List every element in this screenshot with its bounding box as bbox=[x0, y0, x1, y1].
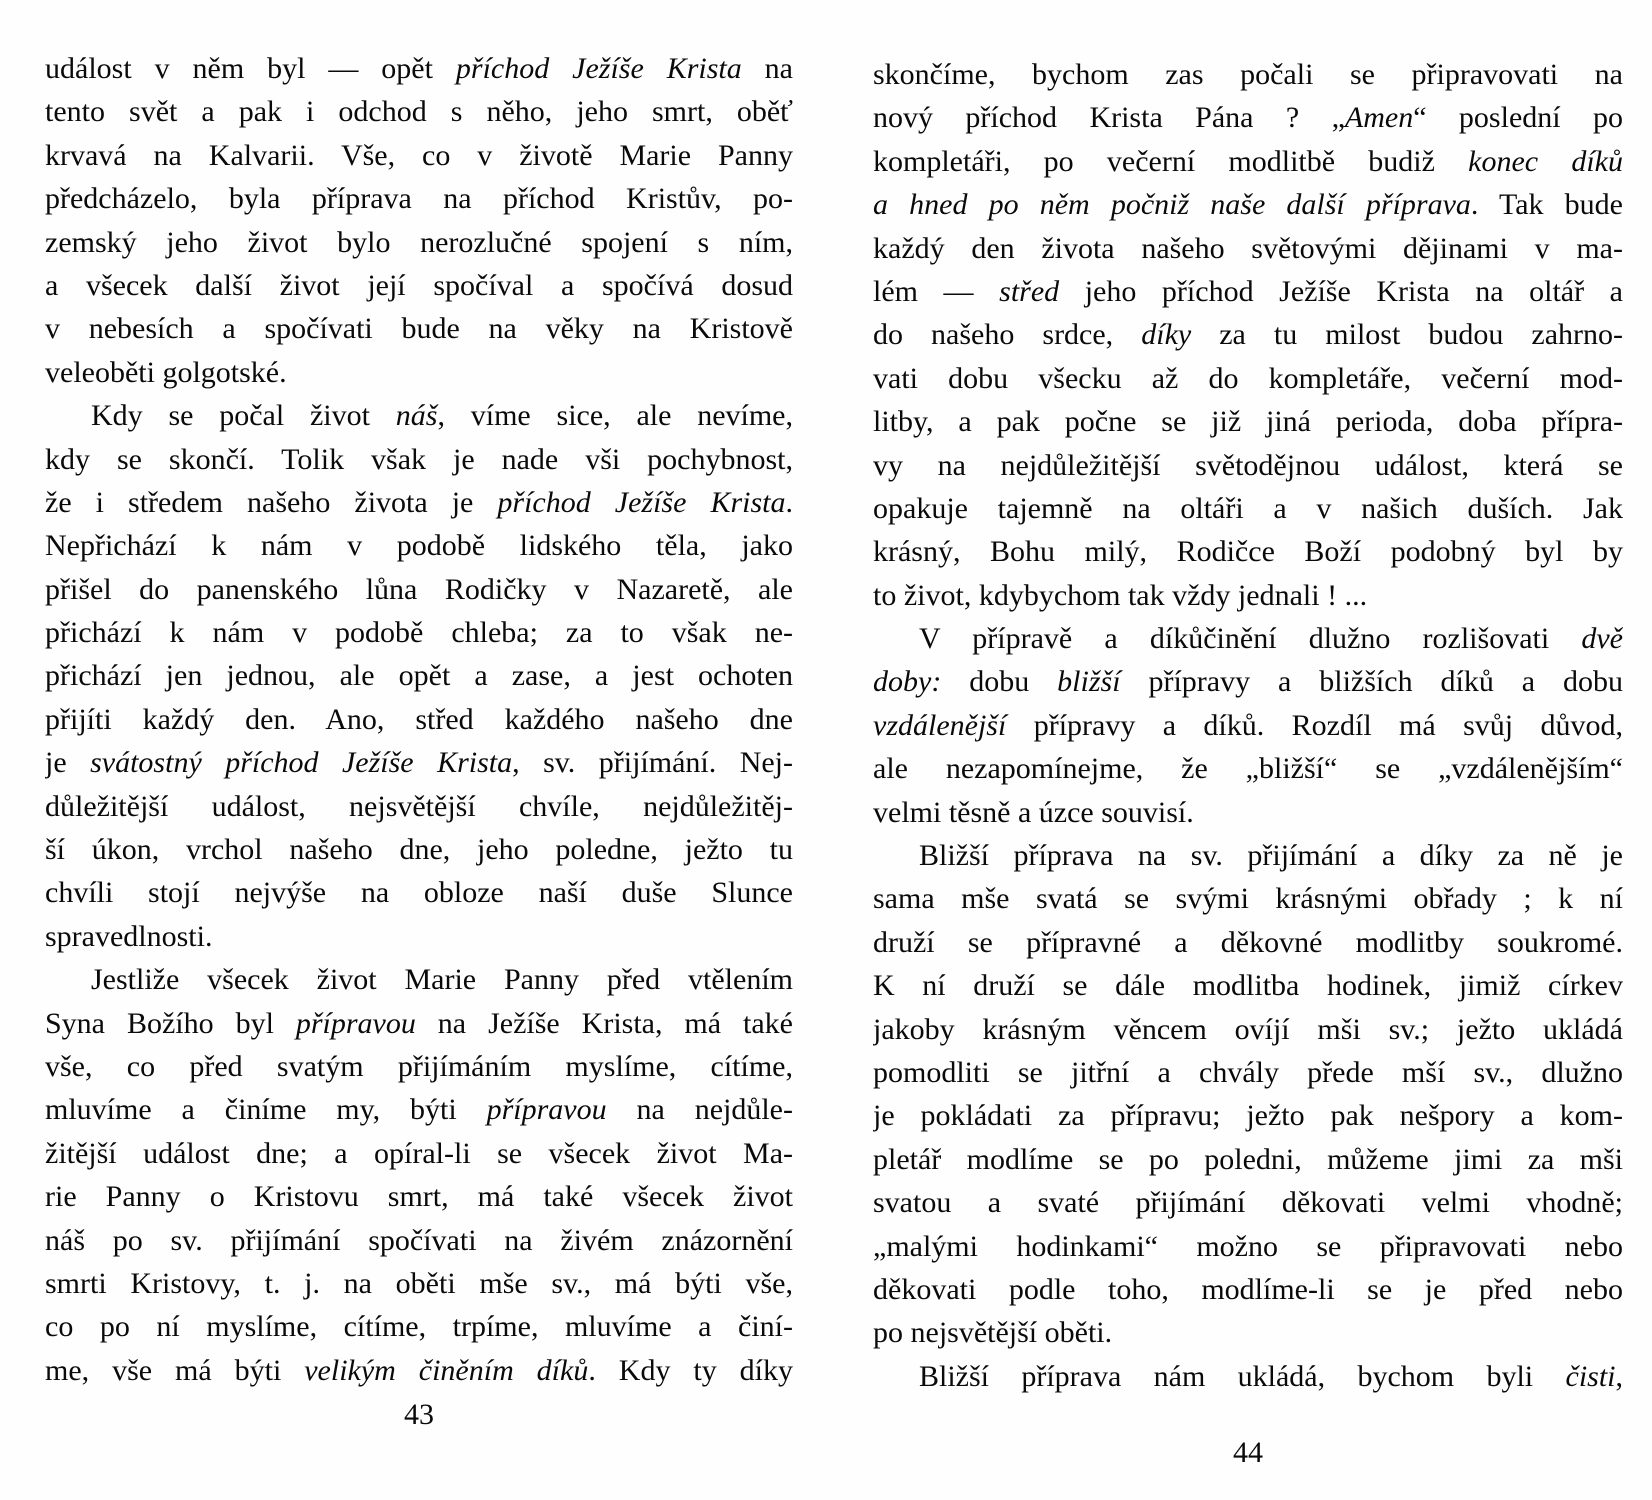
text-line bbox=[45, 177, 793, 220]
text-segment: mluvíme a činíme my, býti bbox=[45, 1093, 487, 1127]
text-segment: za tu milost budou zahrno- bbox=[1191, 318, 1623, 352]
text-block bbox=[873, 53, 1623, 1398]
text-segment: každý den života našeho světovými dějinami v ma- bbox=[873, 231, 1623, 265]
text-segment: smrti Kristovy, t. j. na oběti mše sv., má býti vše, bbox=[45, 1266, 793, 1300]
text-segment: veleoběti golgotské. bbox=[45, 355, 287, 389]
text-line bbox=[873, 617, 1623, 660]
text-segment: jeho příchod Ježíše Krista na oltář a bbox=[1059, 274, 1623, 308]
text-line bbox=[45, 1305, 793, 1348]
text-segment: chvíli stojí nejvýše na obloze naší duše Slunce bbox=[45, 876, 793, 910]
italic-text-segment: příchod Ježíše Krista bbox=[497, 485, 786, 519]
text-segment: přichází jen jednou, ale opět a zase, a jest ochoten bbox=[45, 659, 793, 693]
text-line bbox=[45, 307, 793, 350]
text-segment: opakuje tajemně na oltáři a v našich duších. Jak bbox=[873, 491, 1623, 525]
text-line bbox=[45, 1349, 793, 1392]
text-line bbox=[45, 481, 793, 524]
text-line bbox=[45, 1219, 793, 1262]
text-line bbox=[873, 574, 1623, 617]
text-segment: “ poslední po bbox=[1413, 101, 1623, 135]
text-segment: žitější událost dne; a opíral-li se všecek život Ma- bbox=[45, 1136, 793, 1170]
italic-text-segment: díky bbox=[1141, 318, 1192, 352]
text-segment: na bbox=[741, 52, 793, 85]
text-line bbox=[45, 351, 793, 394]
text-segment: náš po sv. přijímání spočívati na živém znázornění bbox=[45, 1223, 793, 1257]
text-segment: přichází k nám v podobě chleba; za to však ne- bbox=[45, 616, 793, 650]
italic-text-segment: přípravou bbox=[295, 1006, 416, 1040]
italic-text-segment: bližší bbox=[1057, 665, 1121, 699]
text-line bbox=[45, 1132, 793, 1175]
text-segment: co po ní myslíme, cítíme, trpíme, mluvíme a činí- bbox=[45, 1310, 793, 1344]
text-segment: děkovati podle toho, modlíme-li se je před nebo bbox=[873, 1272, 1623, 1306]
text-line bbox=[873, 1094, 1623, 1137]
text-segment: nový příchod Krista Pána ? „ bbox=[873, 101, 1345, 135]
text-segment: předcházelo, byla příprava na příchod Kristův, po- bbox=[45, 182, 793, 216]
text-line bbox=[873, 1181, 1623, 1224]
text-line bbox=[45, 568, 793, 611]
text-segment: „malými hodinkami“ možno se připravovati nebo bbox=[873, 1229, 1623, 1263]
text-segment: krásný, Bohu milý, Rodičce Boží podobný byl by bbox=[873, 535, 1623, 569]
text-block bbox=[45, 47, 793, 1392]
italic-text-segment: čisti bbox=[1565, 1359, 1616, 1393]
text-segment: krvavá na Kalvarii. Vše, co v životě Marie Panny bbox=[45, 138, 793, 172]
text-segment: lém — bbox=[873, 274, 1000, 308]
text-line bbox=[873, 1008, 1623, 1051]
text-line bbox=[45, 785, 793, 828]
text-line bbox=[873, 1138, 1623, 1181]
italic-text-segment: dvě bbox=[1581, 622, 1623, 656]
italic-text-segment: konec díků bbox=[1468, 144, 1623, 178]
text-segment: sama mše svatá se svými krásnými obřady ; k ní bbox=[873, 882, 1623, 916]
text-segment: , sv. přijímání. Nej- bbox=[512, 746, 793, 780]
text-line bbox=[873, 487, 1623, 530]
text-line bbox=[45, 438, 793, 481]
text-line bbox=[873, 140, 1623, 183]
text-segment: Jestliže všecek život Marie Panny před vtělením bbox=[91, 963, 793, 997]
text-segment: kompletáři, po večerní modlitbě budiž bbox=[873, 144, 1469, 178]
page-43 bbox=[45, 47, 793, 1392]
text-segment: přípravy a bližších díků a dobu bbox=[1120, 665, 1623, 699]
text-segment: . bbox=[785, 485, 793, 519]
text-segment: událost v něm byl — opět bbox=[45, 52, 456, 85]
page-44 bbox=[873, 53, 1623, 1398]
text-segment: je pokládati za přípravu; ježto pak nešpory a kom- bbox=[873, 1099, 1623, 1133]
text-line bbox=[45, 524, 793, 567]
text-segment: vati dobu všecku až do kompletáře, večerní mod- bbox=[873, 361, 1623, 395]
text-segment: ší úkon, vrchol našeho dne, jeho poledne, ježto tu bbox=[45, 833, 793, 867]
text-segment: na Ježíše Krista, má také bbox=[415, 1006, 793, 1040]
text-line bbox=[873, 183, 1623, 226]
text-line bbox=[873, 747, 1623, 790]
text-segment: spravedlnosti. bbox=[45, 919, 213, 953]
text-line bbox=[873, 877, 1623, 920]
text-line bbox=[45, 264, 793, 307]
text-segment: , bbox=[1615, 1359, 1623, 1393]
text-segment: tento svět a pak i odchod s něho, jeho smrt, oběť bbox=[45, 95, 793, 129]
text-segment: je bbox=[45, 746, 91, 780]
text-line bbox=[45, 654, 793, 697]
text-segment: skončíme, bychom zas počali se připravovati na bbox=[873, 58, 1623, 91]
text-line bbox=[873, 1355, 1623, 1398]
text-line bbox=[45, 611, 793, 654]
text-line bbox=[45, 958, 793, 1001]
italic-text-segment: svátostný příchod Ježíše Krista bbox=[90, 746, 513, 780]
text-segment: . Kdy ty díky bbox=[588, 1353, 793, 1387]
italic-text-segment: vzdálenější bbox=[873, 708, 1007, 742]
text-segment: přijíti každý den. Ano, střed každého našeho dne bbox=[45, 702, 793, 736]
text-segment: jakoby krásným věncem ovíjí mši sv.; ježto ukládá bbox=[873, 1012, 1623, 1046]
text-segment: pomodliti se jitřní a chvály přede mší sv., dlužno bbox=[873, 1055, 1623, 1089]
text-segment: druží se přípravné a děkovné modlitby soukromé. bbox=[873, 925, 1623, 959]
text-line bbox=[45, 394, 793, 437]
text-line bbox=[873, 704, 1623, 747]
italic-text-segment: náš bbox=[395, 399, 438, 433]
italic-text-segment: střed bbox=[999, 274, 1060, 308]
text-line bbox=[873, 530, 1623, 573]
text-segment: dobu bbox=[941, 665, 1058, 699]
text-segment: velmi těsně a úzce souvisí. bbox=[873, 795, 1194, 829]
italic-text-segment: přípravou bbox=[486, 1093, 607, 1127]
text-segment: Nepřichází k nám v podobě lidského těla, jako bbox=[45, 529, 793, 563]
text-segment: me, vše má býti bbox=[45, 1353, 305, 1387]
text-segment: Bližší příprava na sv. přijímání a díky za ně je bbox=[919, 839, 1623, 873]
text-segment: na nejdůle- bbox=[606, 1093, 793, 1127]
text-segment: svatou a svaté přijímání děkovati velmi vhodně; bbox=[873, 1186, 1623, 1220]
text-line bbox=[873, 1311, 1623, 1354]
text-segment: a všecek další život její spočíval a spočívá dosud bbox=[45, 268, 793, 302]
text-segment: , víme sice, ale nevíme, bbox=[437, 399, 793, 433]
text-segment: vše, co před svatým přijímáním myslíme, cítíme, bbox=[45, 1049, 793, 1083]
text-line bbox=[873, 1051, 1623, 1094]
text-line bbox=[45, 47, 793, 90]
text-segment: zemský jeho život bylo nerozlučné spojení s ním, bbox=[45, 225, 793, 259]
text-segment: že i středem našeho života je bbox=[45, 485, 498, 519]
text-segment: . Tak bude bbox=[1470, 188, 1623, 222]
text-segment: litby, a pak počne se již jiná perioda, doba přípra- bbox=[873, 405, 1623, 439]
text-segment: kdy se skončí. Tolik však je nade vši pochybnost, bbox=[45, 442, 793, 476]
text-line bbox=[873, 1225, 1623, 1268]
text-line bbox=[873, 53, 1623, 96]
text-segment: přípravy a díků. Rozdíl má svůj důvod, bbox=[1006, 708, 1623, 742]
text-segment: po nejsvětější oběti. bbox=[873, 1316, 1113, 1350]
text-line bbox=[45, 698, 793, 741]
text-line bbox=[45, 221, 793, 264]
text-line bbox=[45, 828, 793, 871]
text-segment: Kdy se počal život bbox=[91, 399, 396, 433]
italic-text-segment: a hned po něm počniž naše další příprava bbox=[873, 188, 1471, 222]
text-segment: ale nezapomínejme, že „bližší“ se „vzdálenějším“ bbox=[873, 752, 1623, 786]
text-line bbox=[45, 134, 793, 177]
text-line bbox=[873, 227, 1623, 270]
text-line bbox=[873, 313, 1623, 356]
text-line bbox=[45, 1045, 793, 1088]
text-segment: Bližší příprava nám ukládá, bychom byli bbox=[919, 1359, 1566, 1393]
text-line bbox=[45, 1262, 793, 1305]
text-segment: rie Panny o Kristovu smrt, má také všecek život bbox=[45, 1180, 793, 1214]
italic-text-segment: příchod Ježíše Krista bbox=[455, 52, 742, 85]
text-line bbox=[873, 660, 1623, 703]
text-line bbox=[45, 915, 793, 958]
text-segment: důležitější událost, nejsvětější chvíle, nejdůležitěj- bbox=[45, 789, 793, 823]
text-line bbox=[873, 270, 1623, 313]
text-line bbox=[873, 921, 1623, 964]
page-number-right: 44 bbox=[1233, 1436, 1263, 1469]
text-segment: do našeho srdce, bbox=[873, 318, 1142, 352]
text-segment: přišel do panenského lůna Rodičky v Nazaretě, ale bbox=[45, 572, 793, 606]
italic-text-segment: Amen bbox=[1344, 101, 1414, 135]
text-line bbox=[873, 791, 1623, 834]
italic-text-segment: velikým činěním díků bbox=[304, 1353, 589, 1387]
text-line bbox=[873, 444, 1623, 487]
text-segment: K ní druží se dále modlitba hodinek, jimiž církev bbox=[873, 969, 1623, 1003]
text-line bbox=[873, 1268, 1623, 1311]
text-line bbox=[45, 741, 793, 784]
text-line bbox=[873, 834, 1623, 877]
text-line bbox=[873, 357, 1623, 400]
text-line bbox=[45, 1088, 793, 1131]
text-line bbox=[45, 1002, 793, 1045]
text-line bbox=[873, 400, 1623, 443]
italic-text-segment: doby: bbox=[873, 665, 942, 699]
text-segment: v nebesích a spočívati bude na věky na Kristově bbox=[45, 312, 793, 346]
text-line bbox=[45, 1175, 793, 1218]
text-line bbox=[873, 96, 1623, 139]
page-number-left: 43 bbox=[404, 1398, 434, 1431]
text-segment: V přípravě a díkůčinění dlužno rozlišovati bbox=[919, 622, 1582, 656]
text-segment: Syna Božího byl bbox=[45, 1006, 296, 1040]
text-line bbox=[873, 964, 1623, 1007]
text-segment: vy na nejdůležitější světodějnou událost, která se bbox=[873, 448, 1623, 482]
text-line bbox=[45, 871, 793, 914]
text-segment: to život, kdybychom tak vždy jednali ! ... bbox=[873, 578, 1368, 612]
text-segment: pletář modlíme se po poledni, můžeme jimi za mši bbox=[873, 1142, 1623, 1176]
text-line bbox=[45, 90, 793, 133]
